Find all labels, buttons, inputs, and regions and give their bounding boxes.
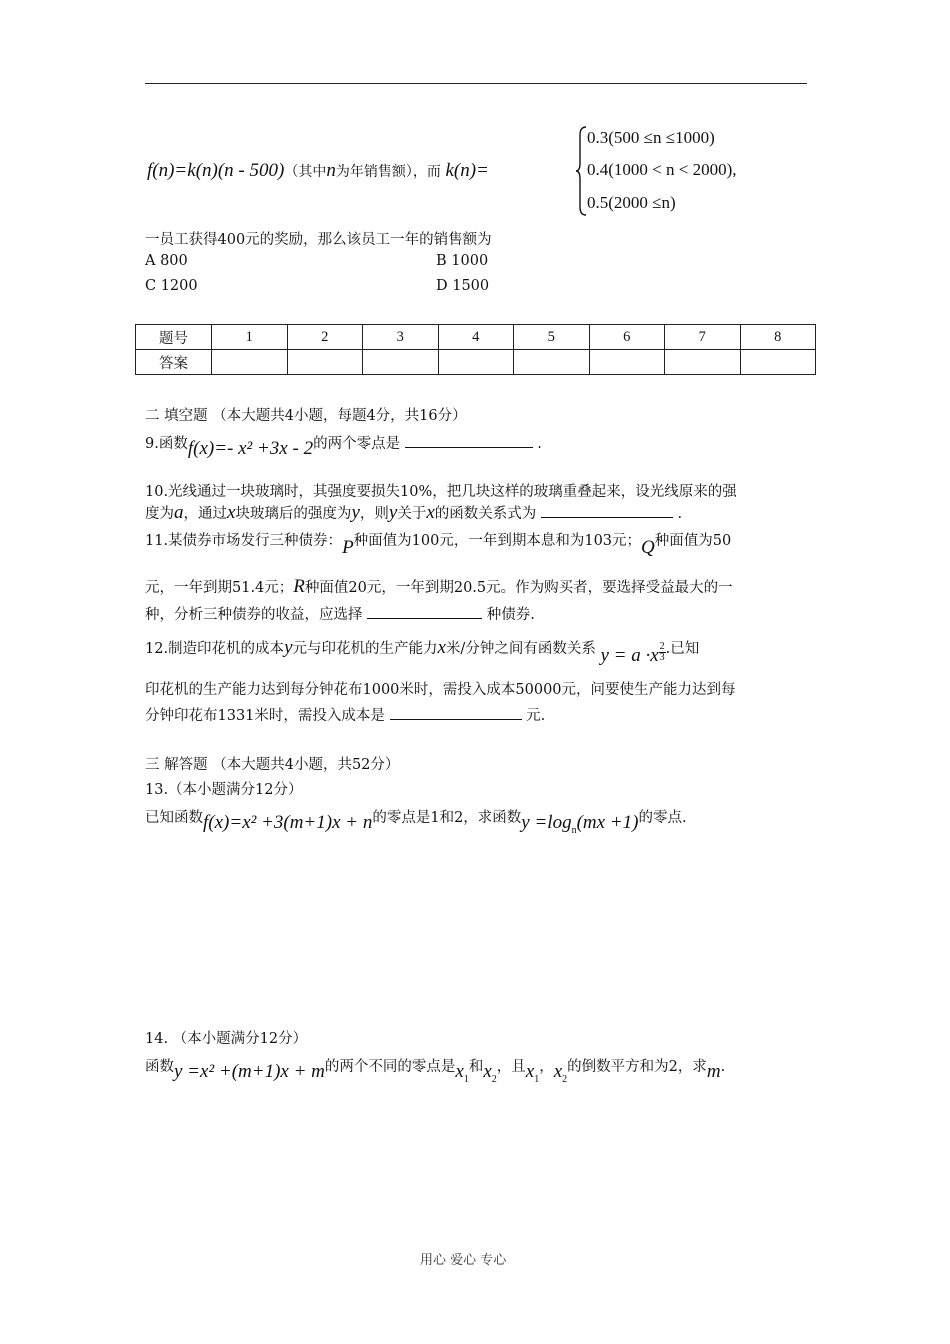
question-10-line1: 10.光线通过一块玻璃时，其强度要损失10%，把几块这样的玻璃重叠起来，设光线原来的强 bbox=[145, 484, 737, 500]
question-14-body: 函数y =x² +(m+1)x + m的两个不同的零点是$x_1$和$x_2$，且$x_1$，$x_2$的倒数平方和为2，求m. bbox=[145, 1059, 726, 1085]
answer-cell[interactable] bbox=[287, 350, 363, 375]
answer-cell[interactable] bbox=[514, 350, 590, 375]
row-label-answer: 答案 bbox=[136, 350, 212, 375]
question-12-line3: 分钟印花布1331米时，需投入成本是 元. bbox=[145, 708, 546, 724]
q13-formula-f: f(x)=x² +3(m+1)x + n bbox=[203, 812, 373, 833]
table-row bbox=[136, 325, 816, 350]
section3-heading: 三 解答题 （本大题共4小题，共52分） bbox=[145, 757, 400, 773]
q10-answer-blank[interactable] bbox=[541, 516, 673, 518]
case-3: 0.5(2000 ≤n) bbox=[587, 193, 676, 212]
f-n-formula: f(n)=k(n)(n - 500) bbox=[147, 160, 285, 181]
table-cell: 2 bbox=[287, 325, 363, 350]
answer-table bbox=[135, 324, 816, 375]
table-row bbox=[136, 350, 816, 375]
q12-formula: y = a ·x bbox=[600, 645, 659, 666]
header-rule bbox=[145, 83, 807, 84]
k-n-lhs: k(n)= bbox=[445, 160, 489, 181]
answer-cell[interactable] bbox=[363, 350, 439, 375]
question-10-line2: 度为a，通过x块玻璃后的强度为y，则y关于x的函数关系式为 . bbox=[145, 502, 683, 523]
page-footer: 用心 爱心 专心 bbox=[420, 1253, 507, 1268]
answer-cell[interactable] bbox=[438, 350, 514, 375]
problem8-question: 一员工获得400元的奖励，那么该员工一年的销售额为 bbox=[145, 232, 492, 248]
table-cell: 6 bbox=[589, 325, 665, 350]
q9-formula: f(x)=- x² +3x - 2 bbox=[187, 438, 314, 459]
q13-formula-log: $y =\log_n(mx +1)$ bbox=[521, 812, 639, 836]
option-b: B 1000 bbox=[436, 253, 489, 269]
option-c: C 1200 bbox=[145, 278, 198, 294]
answer-cell[interactable] bbox=[212, 350, 288, 375]
table-cell: 4 bbox=[438, 325, 514, 350]
question-13-body: 已知函数f(x)=x² +3(m+1)x + n的零点是1和2，求函数$y =\log_n(mx +1)$的零点. bbox=[145, 810, 687, 836]
q12-exponent: $\frac{2}{3}$ bbox=[659, 641, 665, 663]
question-11-line2: 元，一年到期51.4元；R种面值20元，一年到期20.5元。作为购买者，要选择受益最大的一 bbox=[145, 576, 733, 597]
table-cell: 3 bbox=[363, 325, 439, 350]
section2-heading: 二 填空题 （本大题共4小题，每题4分，共16分） bbox=[145, 408, 467, 424]
problem8-formula-line: f(n)=k(n)(n - 500)（其中n为年销售额），而 k(n)= bbox=[147, 160, 489, 181]
q12-answer-blank[interactable] bbox=[390, 718, 522, 720]
question-11-line3: 种，分析三种债券的收益，应选择 种债券. bbox=[145, 607, 535, 623]
q14-formula: y =x² +(m+1)x + m bbox=[174, 1061, 325, 1082]
answer-cell[interactable] bbox=[665, 350, 741, 375]
question-9: 9.函数f(x)=- x² +3x - 2的两个零点是 . bbox=[145, 436, 542, 459]
row-label-question: 题号 bbox=[136, 325, 212, 350]
answer-cell[interactable] bbox=[589, 350, 665, 375]
table-cell: 7 bbox=[665, 325, 741, 350]
table-cell: 5 bbox=[514, 325, 590, 350]
q11-answer-blank[interactable] bbox=[367, 617, 482, 619]
question-12-line2: 印花机的生产能力达到每分钟花布1000米时，需投入成本50000元，问要使生产能力达到每 bbox=[145, 682, 736, 698]
answer-cell[interactable] bbox=[740, 350, 816, 375]
q9-answer-blank[interactable] bbox=[405, 446, 533, 448]
table-cell: 1 bbox=[212, 325, 288, 350]
question-14-header: 14. （本小题满分12分） bbox=[145, 1031, 308, 1047]
case-1: 0.3(500 ≤n ≤1000) bbox=[587, 128, 715, 147]
option-a: A 800 bbox=[145, 253, 188, 269]
question-13-header: 13.（本小题满分12分） bbox=[145, 782, 303, 798]
table-cell: 8 bbox=[740, 325, 816, 350]
option-d: D 1500 bbox=[436, 278, 490, 294]
case-2: 0.4(1000 < n < 2000), bbox=[587, 160, 737, 179]
question-11-line1: 11.某债券市场发行三种债券：P种面值为100元，一年到期本息和为103元；Q种面值为50 bbox=[145, 533, 732, 558]
question-12-line1: 12.制造印花机的成本y元与印花机的生产能力x米/分钟之间有函数关系 y = a ·x $\frac{2}{3}$ .已知 bbox=[145, 637, 700, 666]
